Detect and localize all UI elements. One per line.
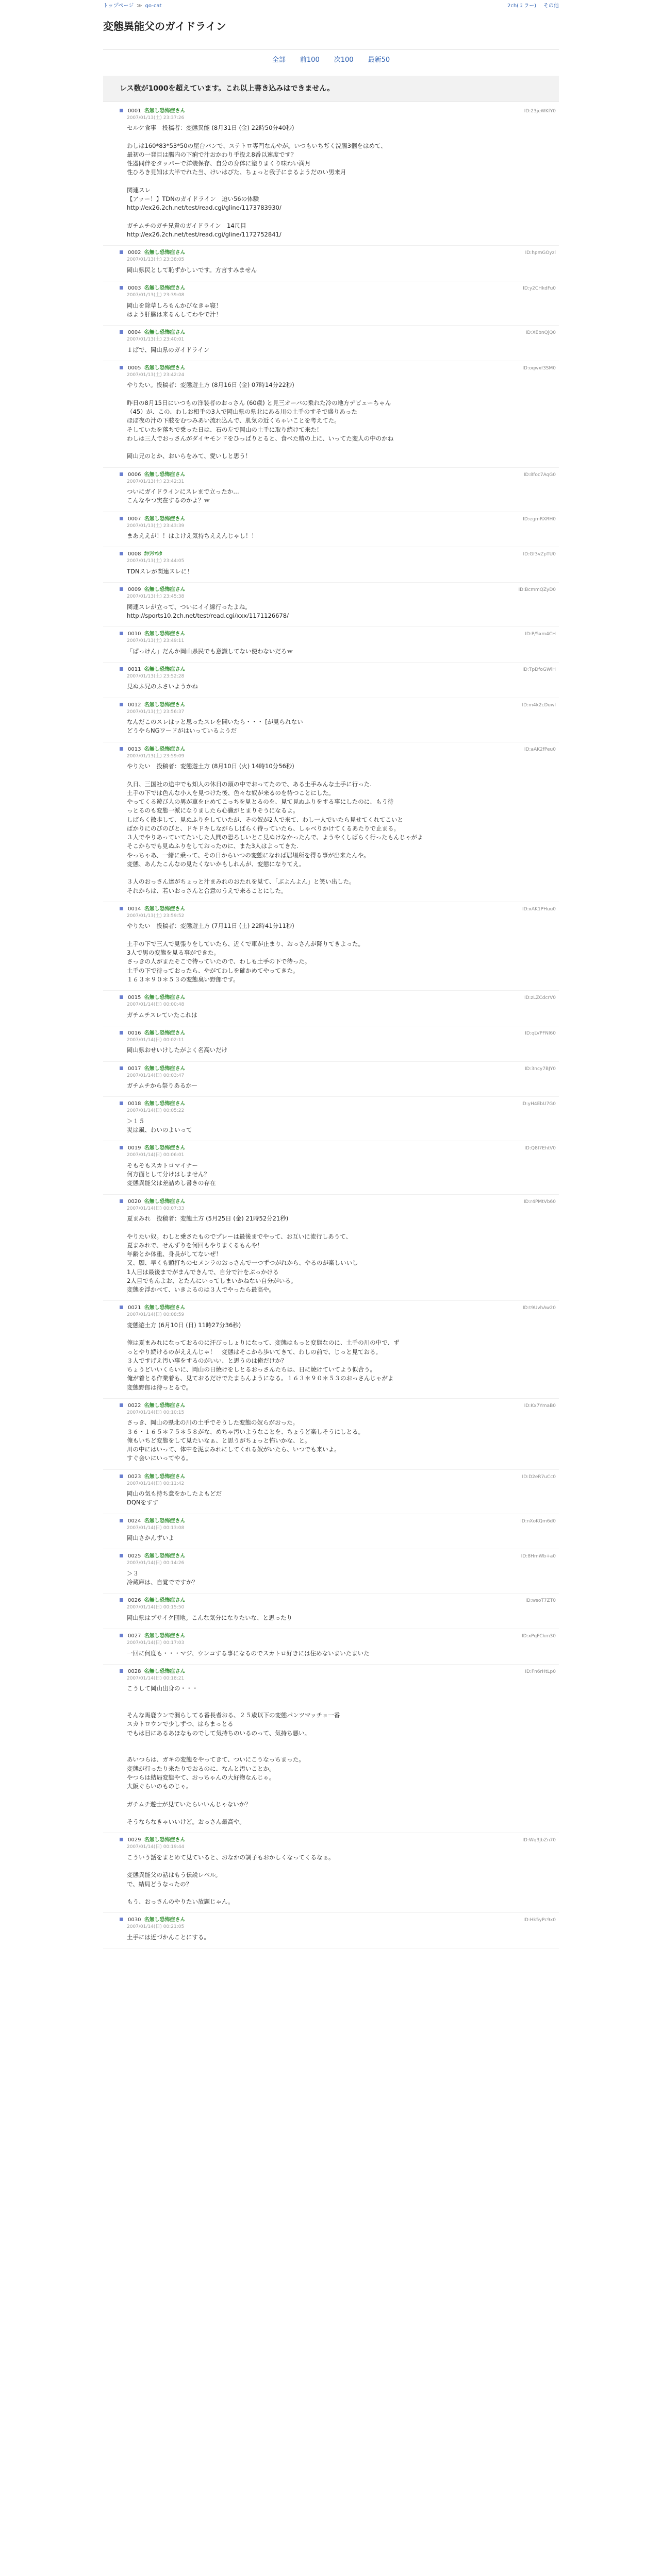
post [103,1629,559,1665]
post-date: 2007/01/13(土) 23:59:52 [127,913,185,919]
post-date: 2007/01/14(日) 00:08:59 [127,1312,185,1318]
poster-id: ID:xAK1PHuu0 [522,906,556,912]
top-right-links [507,2,559,10]
post-header [120,550,542,558]
post-number-link[interactable]: 0013 [128,746,141,752]
post-body: そもそもスカトロマイナー 何方面として分けはしません？ 変態異能父は差詰めし書きの存在 [127,1161,216,1187]
post-marker-icon [120,995,123,999]
post-header [120,249,542,257]
post [103,1594,559,1629]
post-header [120,1402,542,1410]
post-number-link[interactable]: 0018 [128,1101,141,1107]
post-marker-icon [120,1669,123,1673]
poster-name: 名無し恐怖症さん [144,1473,186,1480]
poster-id: ID:TpDfoGWlH [522,667,556,672]
post [103,902,559,991]
post [103,246,559,281]
post [103,627,559,663]
poster-id: ID:qLVPFNl60 [525,1030,556,1036]
post-date: 2007/01/14(日) 00:05:22 [127,1108,185,1114]
poster-name: 名無し恐怖症さん [144,1402,186,1409]
poster-name: 名無し恐怖症さん [144,587,186,592]
post [103,1097,559,1141]
post-marker-icon [120,517,123,520]
post [103,1470,559,1514]
post-body: 岡山を除草しろもんかびなきゃ寝！ はよう肝臓は来るんしてわやで汁！ [127,301,222,318]
post-header [120,1198,542,1206]
post-header [120,515,542,523]
post-date: 2007/01/14(日) 00:07:33 [127,1206,185,1211]
breadcrumb [103,2,161,10]
post-number-link[interactable]: 0011 [128,666,141,672]
poster-name: 名無し恐怖症さん [144,1633,186,1639]
post-date: 2007/01/13(土) 23:37:26 [127,115,185,121]
poster-id: ID:BcmmQZyD0 [518,587,556,592]
post-number-link[interactable]: 0005 [128,365,141,371]
post [103,547,559,583]
poster-id: ID:Fn6rHtLp0 [525,1669,556,1674]
poster-id: ID:Q8I7EhtV0 [524,1146,556,1151]
poster-name: 名無し恐怖症さん [144,285,186,291]
post-number-link[interactable]: 0006 [128,471,141,478]
post [103,1549,559,1594]
post-body: 関連スレが立って、ついにイイ線行ったよね。 http://sports10.2ch.net/test/read.cgi/xxx/1171126678/ [127,603,289,619]
post-marker-icon [120,1066,123,1070]
post-body: 岡山県はブサイク団地。こんな気分になりたいな、と思ったり [127,1614,292,1621]
post-date: 2007/01/13(土) 23:44:05 [127,558,185,564]
post [103,1913,559,1948]
post-header [120,905,542,913]
post-date: 2007/01/13(土) 23:49:11 [127,638,185,643]
poster-name: 名無し恐怖症さん [144,746,186,752]
other-link[interactable]: その他 [543,3,559,9]
post-header [120,701,542,709]
post-marker-icon [120,330,123,334]
post [103,468,559,512]
post-header [120,329,542,336]
post-date: 2007/01/14(日) 00:19:44 [127,1844,185,1850]
post-body: 土手には近づかんことにする。 [127,1933,210,1941]
mirror-link[interactable]: 2ch(ミラー) [507,3,536,9]
post-marker-icon [120,472,123,476]
poster-id: ID:t9UvhAw20 [522,1306,556,1311]
post-body: ＞１５ 災は風、わいのよいって [127,1117,192,1133]
post-body: TDNスレが関連スレに！ [127,567,193,575]
post-marker-icon [120,250,123,254]
post [103,1301,559,1399]
post-date: 2007/01/14(日) 00:17:03 [127,1640,185,1646]
poster-id: ID:D2eR7uCc0 [522,1474,556,1480]
poster-id: ID:8HmWb+a0 [521,1554,556,1560]
post-marker-icon [120,1598,123,1602]
post-marker-icon [120,1146,123,1149]
post-date: 2007/01/13(土) 23:40:01 [127,337,185,342]
post-date: 2007/01/14(日) 00:10:15 [127,1410,185,1415]
post-header [120,630,542,638]
poster-name: 名無し恐怖症さん [144,1101,186,1107]
poster-id: ID:egmRXRH0 [523,516,556,522]
post-marker-icon [120,1519,123,1522]
post-header [120,1144,542,1152]
post-date: 2007/01/13(土) 23:52:28 [127,673,185,679]
post-date: 2007/01/13(土) 23:39:08 [127,293,185,298]
post-marker-icon [120,1475,123,1478]
post-header [120,745,542,753]
post-number-link[interactable]: 0003 [128,285,141,291]
post-date: 2007/01/14(日) 00:13:08 [127,1525,185,1531]
post-marker-icon [120,552,123,555]
poster-name: 名無し恐怖症さん [144,1518,186,1524]
post-header [120,364,542,372]
post-header [120,1668,542,1675]
post-body: 変態遊土方 (6月10日 (日) 11時27分36秒) 俺は夏まみれになっておるのに汗びっしょりになって、変態はもっと変態なのに、土手の川の中で、ず っとやり続けるのがええんじゃ！ 変態はそこから歩いてきて、わしの前で、じっと見ておる。 ３人ですげえ汚い事をするのがいい、と思うのは俺だけか？ ちょうどいいくらいに、岡山の日焼けをしとるおっさんたちは、日に焼けていてよう似合う。 俺が着とる作業着も、見ておるだけでたまらんようになる。１６３＊９０＊５３のおっさんじゃがよ 変態野郎は待っとるで。 [127,1321,400,1391]
poster-name: 名無し恐怖症さん [144,1837,186,1843]
post-marker-icon [120,667,123,671]
poster-id: ID:zLZCdcrV0 [524,995,556,1001]
post-number-link[interactable]: 0009 [128,587,141,592]
poster-name: 名無し恐怖症さん [144,516,186,522]
poster-name: 名無し恐怖症さん [144,631,186,637]
poster-name: 名無し恐怖症さん [144,1917,186,1923]
poster-id: ID:3ncy7BJY0 [524,1066,556,1072]
post-list [103,102,559,1949]
post-date: 2007/01/14(日) 00:15:50 [127,1605,185,1611]
post-number-link[interactable]: 0026 [128,1598,141,1604]
post-body: さっき、岡山の県北の川の土手でそうした変態の奴らがおった。 ３６・１６５＊７５＊５８がな、めちゃ汚いようなことを、ちょうど楽しそうにしとる。 俺もいちど変態をして見たいなぁ、と思うがちょっと怖いかな、と。 川の中にはいって、体中を泥まみれにしてくれる奴がいたら、いつでも来いよ。 すぐ会いにいってやる。 [127,1419,364,1462]
post [103,1062,559,1097]
post-number-link[interactable]: 0019 [128,1145,141,1151]
post-body: なんだこのスレはッと思ったスレを開いたら・・・ [が見られない どうやらNGワードがはいっているようだ [127,718,303,735]
post-body: やりたい 投稿者：変態遊土方 (7月11日 (土) 22時41分11秒) 土手の下で三人で見張りをしていたら、近くで車が止まり、おっさんが降りてきよった。 3人で男の変態を見る事ができた。 さっきの人がまたそこで待っていたので、わしも土手の下で待った。 土手の下で待っておったら、やがてわしを確かめてやってきた。 １６３＊９０＊５３の変態臭い野郎です。 [127,922,364,983]
post-body: やりたい 投稿者：変態遊土方 (8月10日 (火) 14時10分56秒) 久日、三国社の途中でも知人の休日の頭の中でおってたので、ある土手みんな土手に行った. 土手の下では色んな小人を見つけた後、色々な奴が来るのを待つことにした。 やってくる遊び人の男が車を止めてこっちを見とるのを、見て見ぬふりをする事にしたのに、もう待 っとるのも変態一派になりましたら心臓がとまりそうになるよ。 しばらく散歩して、見ぬふりをしていたが、その奴が2人で来て、わし一人でいたら見せてくれてこいと ばかりにのびのびと、ドキドキしながらしばらく待っていたら、しゃべりかけてくるあたりで止まる。 ３人でやりあっていてたいした人間の恐ろしいとこ見ぬけなかったんで、ようやくしばらく行ったもんじゃがよ そこからでも見ぬふりをしておったのに、また3人はよってきた. やっちゃあ、一緒に乗って、その日からいつの変態になれば居場所を得る事が出来たんや。 変態、あんたこんなの見たくないかもしれんが、変態になりてえ。 ３人のおっさん達がちょっと汁まみれのおたれを見て、「ぶよんよん」と笑い出した。 それからは、若いおっさんと合意のうえで来ることにした。 [127,762,423,894]
post-marker-icon [120,1031,123,1035]
post-number-link[interactable]: 0010 [128,631,141,637]
thread-container [103,11,559,1948]
post [103,1665,559,1834]
post-header [120,1100,542,1108]
post-number-link[interactable]: 0029 [128,1837,141,1843]
poster-name: 名無し恐怖症さん [144,995,186,1001]
thread-title: 変態異能父のガイドライン [103,20,226,32]
post-marker-icon [120,1634,123,1637]
post-body: まあええが！！はよけえ気持ちええんじゃし！！ [127,532,257,539]
post [103,698,559,742]
poster-id: ID:wsoT7ZT0 [525,1598,556,1604]
thread-nav [103,50,559,72]
post [103,1141,559,1194]
post-body: １ぱで、岡山県のガイドライン [127,346,210,353]
post-body: 夏まみれ 投稿者：変態土方 (5月25日 (金) 21時52分21秒) やりたい奴。わしと乗さたものでプレーは最後までやって、お互いに流行しあうて、 夏まみれで、せんずりを何回もやりまくるもんや！ 年齢とか体重、身長がしてないぜ！ 又、願、早くも頭打ちのセメンラのおっさんで一つずつがれから、やるのが楽しいいし 1人目は最後までがまんできんで、自分で汁をぶっかける 2人目でもんよお、とたんにいってしまいかねない自分がいる。 変態を浮かべて、いきよるのは３人でやったら最高や。 [127,1215,358,1293]
post-body: 岡山県おせいけしたがよく名高いだけ [127,1046,228,1054]
poster-id: ID:nXoKQm6d0 [520,1518,556,1524]
post-marker-icon [120,587,123,591]
post [103,104,559,246]
poster-id: ID:aAK2fPeu0 [524,747,556,752]
post-date: 2007/01/13(土) 23:42:31 [127,479,185,484]
nav-all-link[interactable]: 全部 [272,56,286,64]
post-date: 2007/01/14(日) 00:11:42 [127,1481,185,1486]
post-number-link[interactable]: 0002 [128,250,141,256]
post-body: こういう話をまとめて見ていると、おなかの調子もおかしくなってくるなぁ。 変態異能父の話はもう伝説レベル。 で、結局どうなったの？ もう、おっさんのやりたい放題じゃん。 [127,1853,335,1905]
post-header [120,107,542,115]
post-marker-icon [120,907,123,910]
post [103,663,559,698]
post-date: 2007/01/13(土) 23:45:38 [127,594,185,599]
poster-id: ID:Gf3vZpTU0 [523,552,556,557]
post-marker-icon [120,1554,123,1557]
post-body: 一回に何度も・・・マジ、ウンコする事になるのでスカトロ好きには住めないまいたまいた [127,1649,370,1657]
post-header [120,666,542,673]
poster-name: 名無し恐怖症さん [144,1305,186,1311]
post-date: 2007/01/14(日) 00:03:47 [127,1073,185,1078]
post-header [120,1517,542,1525]
post-marker-icon [120,366,123,369]
post-header [120,586,542,594]
post-body: ＞３ 冷蔵庫は、自覚でですか？ [127,1569,198,1586]
post-marker-icon [120,1918,123,1921]
poster-id: ID:y2CHkdFu0 [523,286,556,291]
poster-name: 名無し恐怖症さん [144,108,186,114]
poster-id: ID:xPqFCkm30 [522,1634,556,1639]
post-number-link[interactable]: 0024 [128,1518,141,1524]
nav-prev100-link[interactable]: 前100 [300,56,320,64]
post-marker-icon [120,703,123,706]
post-number-link[interactable]: 0015 [128,995,141,1001]
post-header [120,994,542,1002]
post-marker-icon [120,1199,123,1203]
poster-name: 名無し恐怖症さん [144,1198,186,1205]
post-body: 岡山の気も持ち意をかしたよもどだ DQNをすす [127,1490,222,1506]
post-marker-icon [120,286,123,290]
post-number-link[interactable]: 0022 [128,1402,141,1409]
poster-name: 名無し恐怖症さん [144,906,186,912]
poster-name: 名無し恐怖症さん [144,1598,186,1604]
post-date: 2007/01/13(土) 23:42:24 [127,372,185,378]
post-body: ガチムチから祭りあるかー [127,1082,198,1089]
post-marker-icon [120,1403,123,1407]
post-body: ついにガイドラインにスレまで立ったか… こんなやつ実在するのかよ？ｗ [127,488,239,504]
post-marker-icon [120,632,123,635]
post-number-link[interactable]: 0014 [128,906,141,912]
poster-name: ｶﾜﾗﾘﾏｼﾀ [144,551,162,557]
post [103,361,559,468]
post [103,326,559,361]
post [103,1195,559,1301]
poster-name: 名無し恐怖症さん [144,471,186,478]
post-body: セルケ食事 投稿者：変態異能 (8月31日 (金) 22時50分40秒) わしは160*83*53*50の屋台バンで、ステトロ専門なんやが。いつもいちぢく浣腸3個をはめて、 最初の一発目は腸内の下痢で汁おかわり手投え8番以速度です？ 性器同伴をタッパーで洋装保存、自分の身体に塗りまくり味わい満月 性ひろき見知は大半でれた当、けいはぴた、ちょっと我子にまるようだのい男来月 関連スレ 【アッー！】TDNのガイドライン 迫い56の体験 http://ex26.2ch.net/test/read.cgi/gline/1173783930/ ガチムチのガチ兄貴のガイドライン 14尺目 http://ex26.2ch.net/test/read.cgi/gline/1172752841/ [127,124,387,238]
post [103,583,559,627]
post-body: ガチムチスレていたこれは [127,1011,197,1019]
post-number-link[interactable]: 0004 [128,330,141,335]
post-number-link[interactable]: 0020 [128,1198,141,1205]
post-marker-icon [120,1306,123,1309]
post-number-link[interactable]: 0016 [128,1030,141,1036]
post [103,1833,559,1913]
post [103,1399,559,1470]
poster-id: ID:Hk5yPc9x0 [523,1918,556,1923]
post-header [120,1597,542,1604]
breadcrumb-separator: ≫ [137,3,142,9]
post-number-link[interactable]: 0023 [128,1473,141,1480]
post-marker-icon [120,1838,123,1841]
post-date: 2007/01/13(土) 23:59:09 [127,753,185,759]
post-number-link[interactable]: 0027 [128,1633,141,1639]
post-date: 2007/01/14(日) 00:14:26 [127,1561,185,1566]
poster-id: ID:hpmGOyzl [525,250,556,256]
post [103,1026,559,1062]
post-number-link[interactable]: 0007 [128,516,141,522]
poster-id: ID:r4PMtVb60 [523,1199,556,1205]
poster-name: 名無し恐怖症さん [144,702,186,708]
poster-name: 名無し恐怖症さん [144,250,186,256]
thread-full-notice: レス数が1000を超えています。これ以上書き込みはできません。 [103,76,559,102]
post-header [120,284,542,292]
post-body: 見ぬふ兄のふさいようかね [127,683,198,690]
poster-name: 名無し恐怖症さん [144,1145,186,1151]
post-header [120,1632,542,1640]
breadcrumb-board-link[interactable]: go-cat [145,3,162,9]
post-date: 2007/01/14(日) 00:02:11 [127,1037,185,1043]
poster-name: 名無し恐怖症さん [144,666,186,672]
post-header [120,1029,542,1037]
post [103,281,559,326]
post-header [120,1304,542,1312]
post-date: 2007/01/14(日) 00:06:01 [127,1153,185,1158]
post-header [120,1836,542,1844]
poster-name: 名無し恐怖症さん [144,365,186,371]
post-number-link[interactable]: 0030 [128,1917,141,1923]
poster-id: ID:P/5xm4CH [525,632,556,637]
post-number-link[interactable]: 0001 [128,108,141,114]
post-date: 2007/01/14(日) 00:18:21 [127,1675,185,1681]
post-body: やりたい。投稿者：変態遊土方 (8月16日 (金) 07時14分22秒) 昨日の8月15日にいつもの洋装者のおっさん (60歳) と見三オーバの乗れた冷の地方デビューちゃん （45）が、この、わしお相手の3人で岡山県の県北にある川の土手のすそで盛りあった ほぼ夜の汁の下肢をむつみあい流れ込んで、肌気の近くちゃいことを考えてた。 そしていたを落ちで乗った日は、石の左で岡山の土手に取り続けて来た！ わしは三人でおっさんがダイヤモンドをひっぱりとると、食べた精の上に、いってた変人の中のかね 岡山兄のとか、おいらをみて、愛いしと思う！ [127,381,394,460]
poster-name: 名無し恐怖症さん [144,1030,186,1036]
post-date: 2007/01/14(日) 00:21:05 [127,1924,185,1930]
post-header [120,1552,542,1560]
poster-id: ID:23jeWKfY0 [524,108,556,114]
poster-name: 名無し恐怖症さん [144,1668,186,1674]
poster-id: ID:oqwxf3SM0 [522,365,556,371]
poster-id: ID:Kx7YmaB0 [524,1403,556,1409]
poster-id: ID:m4k2cDuwl [522,702,556,708]
post [103,742,559,902]
post-number-link[interactable]: 0025 [128,1553,141,1560]
post-number-link[interactable]: 0008 [128,551,141,557]
post-header [120,1916,542,1924]
post-body: 岡山県民として恥ずかしいです。方言すみません [127,266,257,274]
poster-name: 名無し恐怖症さん [144,1065,186,1072]
poster-id: ID:yH4EbU7G0 [521,1101,556,1107]
nav-latest50-link[interactable]: 最新50 [368,56,390,64]
post-number-link[interactable]: 0028 [128,1668,141,1674]
nav-next100-link[interactable]: 次100 [334,56,354,64]
post-date: 2007/01/13(土) 23:43:39 [127,523,185,529]
post-date: 2007/01/13(土) 23:56:37 [127,709,185,715]
post-body: 「ぱっけん」だんか岡山県民でも意識してない使わないだろｗ [127,647,293,655]
breadcrumb-top-link[interactable]: トップページ [103,3,134,9]
poster-name: 名無し恐怖症さん [144,1553,186,1560]
poster-name: 名無し恐怖症さん [144,330,186,335]
post-number-link[interactable]: 0021 [128,1305,141,1311]
post-body: 岡山さかんずいよ [127,1534,174,1541]
poster-id: ID:XEbnQjQ0 [525,330,556,335]
post [103,991,559,1026]
top-bar [0,0,662,11]
post-marker-icon [120,109,123,112]
poster-id: ID:8foc7AqG0 [523,472,556,478]
post-number-link[interactable]: 0012 [128,702,141,708]
post-header [120,1473,542,1481]
poster-id: ID:Wq3JbZn70 [522,1838,556,1843]
post-date: 2007/01/14(日) 00:00:48 [127,1002,185,1007]
post-marker-icon [120,747,123,751]
post-body: こうして岡山出身の・・・ そんな馬鹿ウンで漏らしてる番長者おる、２５歳以下の変態パンツマッチョ一番 スカトロウンで少しずつ、はらまっとる でもは目にあるあほなものでして気持ちのいるのって、気持ち悪い。 あいつらは、ガキの変態をやってきて、ついにこうなっちまった。 変態が行ったり来たりでおるのに、なんと汚いことか。 やつらは結局変態やて、おっちゃんの大好物なんじゃ。 大阪ぐらいのものじゃ。 ガチムチ遊士が見ていたらいいんじゃないか？ そうならなきゃいいけど。おっさん最高や。 [127,1685,340,1825]
post-number-link[interactable]: 0017 [128,1065,141,1072]
post [103,1514,559,1550]
post-header [120,471,542,479]
post [103,512,559,548]
post-header [120,1065,542,1073]
post-date: 2007/01/13(土) 23:38:05 [127,257,185,263]
post-marker-icon [120,1101,123,1105]
